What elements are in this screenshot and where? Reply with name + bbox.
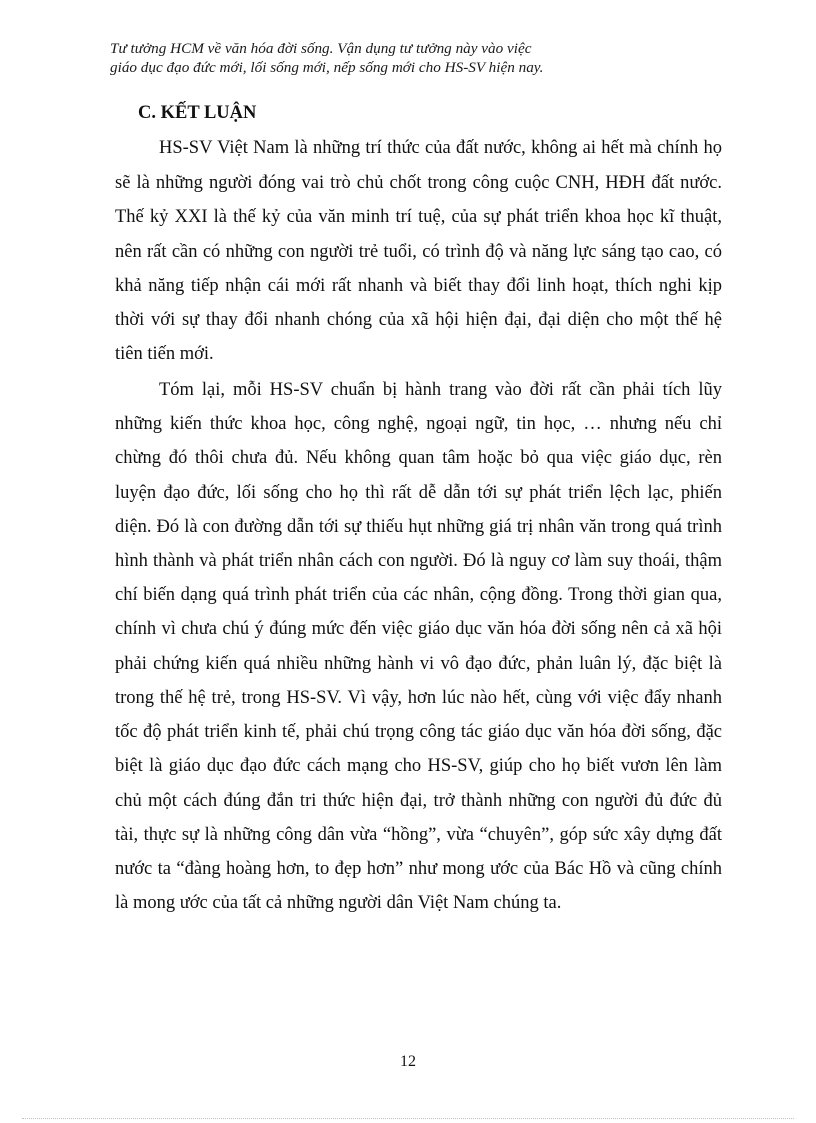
paragraph-line: tài, thực sự là những công dân vừa “hồng”, vừa “chuyên”, góp sức xây dựng đất [115,825,722,845]
running-header-line: giáo dục đạo đức mới, lối sống mới, nếp sống mới cho HS-SV hiện nay. [110,59,544,76]
section-heading: C. KẾT LUẬN [138,103,257,123]
paragraph-line: những kiến thức khoa học, công nghệ, ngoại ngữ, tin học, … nhưng nếu chỉ [115,414,722,434]
running-header-line: Tư tưởng HCM về văn hóa đời sống. Vận dụng tư tưởng này vào việc [110,40,532,57]
paragraph-line: chừng đó thôi chưa đủ. Nếu không quan tâm hoặc bỏ qua việc giáo dục, rèn [115,448,722,468]
paragraph-line: tốc độ phát triển kinh tế, phải chú trọng công tác giáo dục văn hóa đời sống, đặc [115,722,722,742]
paragraph-line: Thế kỷ XXI là thế kỷ của văn minh trí tuệ, của sự phát triển khoa học kĩ thuật, [115,207,722,227]
paragraph-line: khả năng tiếp nhận cái mới rất nhanh và biết thay đổi linh hoạt, thích nghi kịp [115,276,722,296]
paragraph-line: chủ một cách đúng đắn tri thức hiện đại, trở thành những con người đủ đức đủ [115,791,722,811]
paragraph-line: HS-SV Việt Nam là những trí thức của đất nước, không ai hết mà chính họ [159,138,722,158]
paragraph-line: chính vì chưa chú ý đúng mức đến việc giáo dục văn hóa đời sống nên cả xã hội [115,619,722,639]
page-bottom-divider [22,1118,794,1119]
paragraph-line: nước ta “đàng hoàng hơn, to đẹp hơn” như mong ước của Bác Hồ và cũng chính [115,859,722,879]
paragraph-line: sẽ là những người đóng vai trò chủ chốt trong công cuộc CNH, HĐH đất nước. [115,173,722,193]
paragraph-line: hình thành và phát triển nhân cách con người. Đó là nguy cơ làm suy thoái, thậm [115,551,722,571]
page-number: 12 [400,1053,416,1070]
paragraph-line: Tóm lại, mỗi HS-SV chuẩn bị hành trang vào đời rất cần phải tích lũy [159,380,722,400]
paragraph-line: là mong ước của tất cả những người dân Việt Nam chúng ta. [115,893,562,913]
paragraph-line: phải chứng kiến quá nhiều những hành vi vô đạo đức, phản luân lý, đặc biệt là [115,654,722,674]
paragraph-line: thời với sự thay đổi nhanh chóng của xã hội hiện đại, đại diện cho một thế hệ [115,310,722,330]
paragraph-line: diện. Đó là con đường dẫn tới sự thiếu hụt những giá trị nhân văn trong quá trình [115,517,722,537]
paragraph-line: trong thế hệ trẻ, trong HS-SV. Vì vậy, hơn lúc nào hết, cùng với việc đẩy nhanh [115,688,722,708]
paragraph-line: tiên tiến mới. [115,344,214,364]
paragraph-line: biệt là giáo dục đạo đức cách mạng cho HS-SV, giúp cho họ biết vươn lên làm [115,756,722,776]
paragraph-line: chí biến dạng quá trình phát triển của các nhân, cộng đồng. Trong thời gian qua, [115,585,722,605]
running-header [110,39,670,77]
paragraph-line: luyện đạo đức, lối sống cho họ thì rất dễ dẫn tới sự phát triển lệch lạc, phiến [115,483,722,503]
paragraph-line: nên rất cần có những con người trẻ tuổi, có trình độ và năng lực sáng tạo cao, có [115,242,722,262]
